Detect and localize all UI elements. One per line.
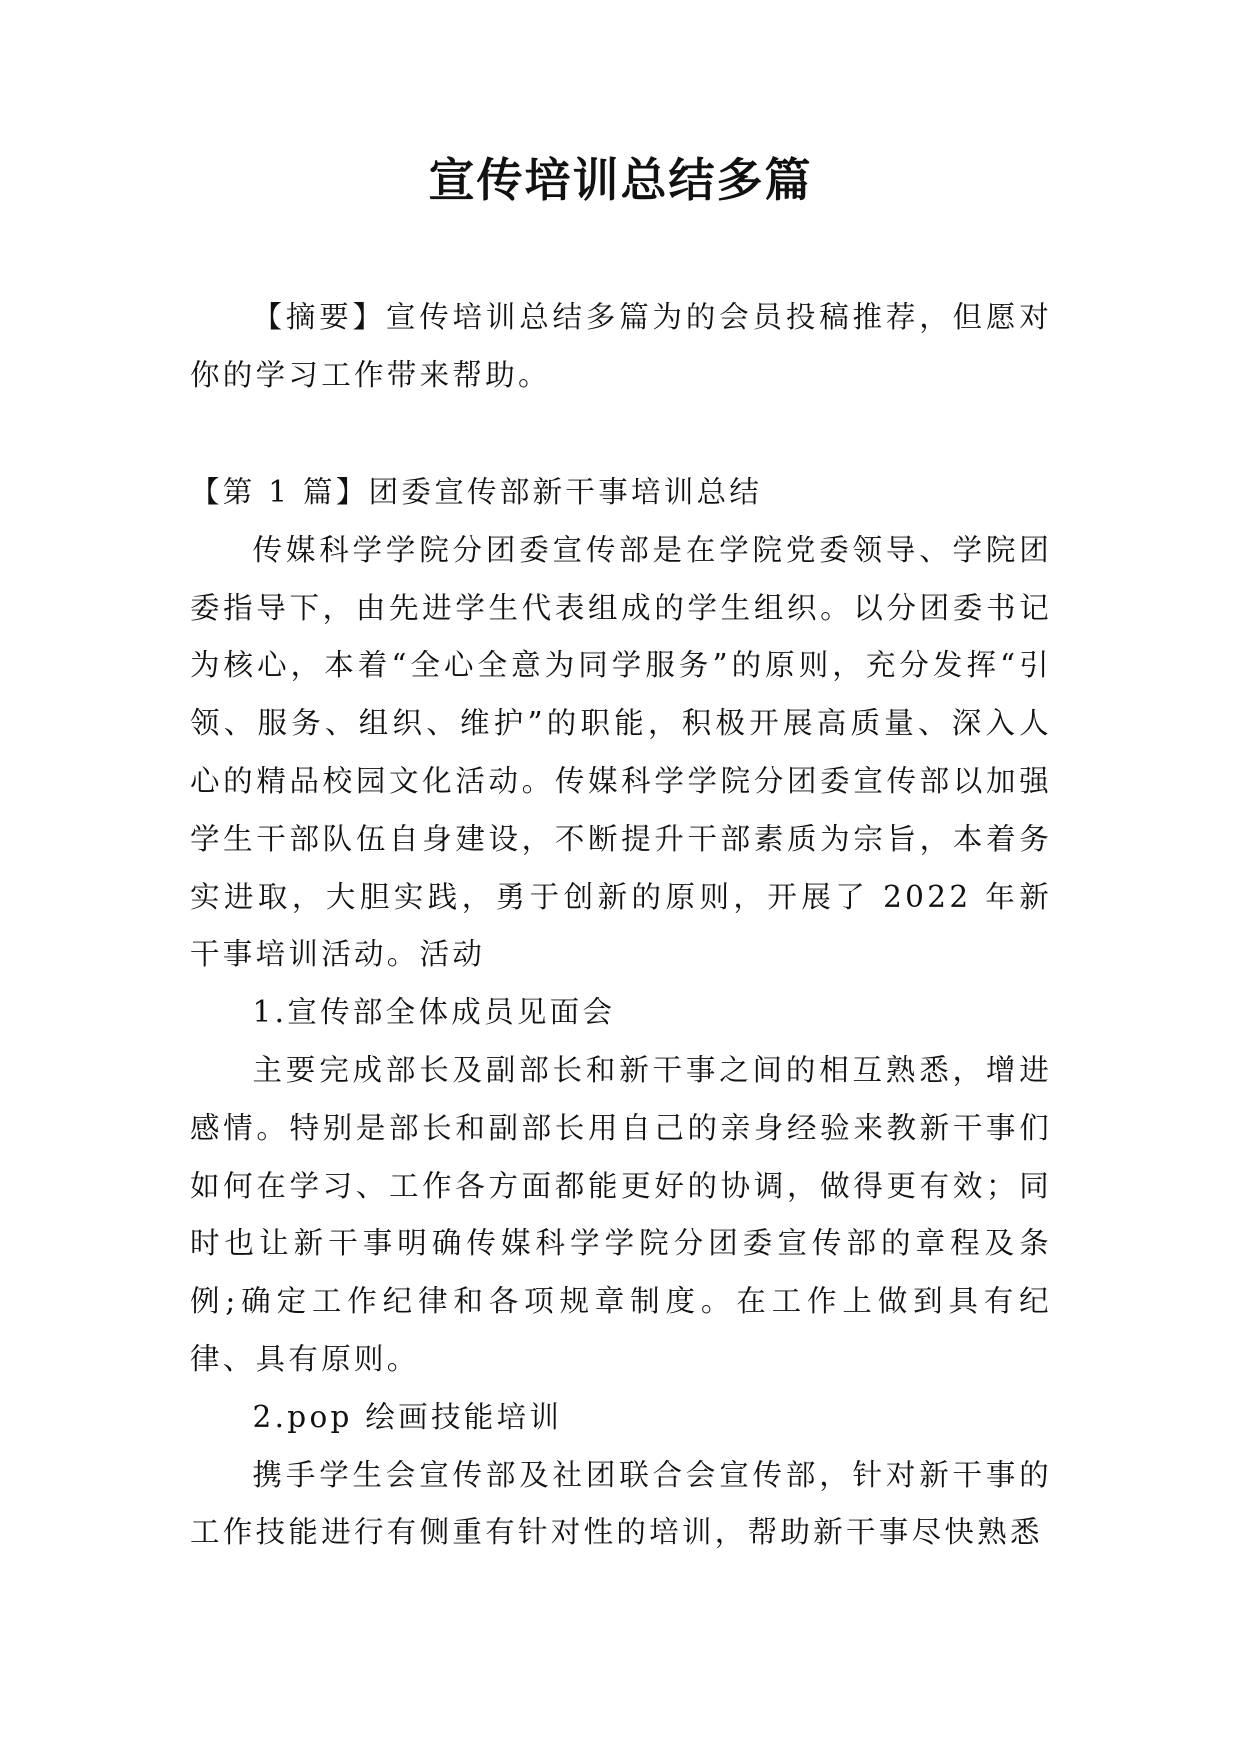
intro-paragraph: 传媒科学学院分团委宣传部是在学院党委领导、学院团委指导下，由先进学生代表组成的学生组织。以分团委书记为核心，本着“全心全意为同学服务”的原则，充分发挥“引领、服务、组织、维护”的职能，积极开展高质量、深入人心的精品校园文化活动。传媒科学学院分团委宣传部以加强学生干部队伍自身建设，不断提升干部素质为宗旨，本着务实进取，大胆实践，勇于创新的原则，开展了 2022 年新干事培训活动。活动: [190, 532, 1052, 972]
document-title: 宣传培训总结多篇: [428, 153, 813, 207]
abstract-paragraph: 【摘要】宣传培训总结多篇为的会员投稿推荐，但愿对你的学习工作带来帮助。: [190, 300, 1052, 392]
section-paragraph: 携手学生会宣传部及社团联合会宣传部，针对新干事的工作技能进行有侧重有针对性的培训，帮助新干事尽快熟悉: [190, 1457, 1052, 1550]
section-heading: 2.pop 绘画技能培训: [252, 1399, 563, 1434]
section-heading: 1.宣传部全体成员见面会: [252, 995, 616, 1030]
abstract-block: [190, 289, 1052, 405]
article-heading: 【第 1 篇】团委宣传部新干事培训总结: [190, 475, 763, 509]
article-body: [190, 464, 1052, 1562]
section-paragraph: 主要完成部长及副部长和新干事之间的相互熟悉，增进感情。特别是部长和副部长用自己的亲身经验来教新干事们如何在学习、工作各方面都能更好的协调，做得更有效；同时也让新干事明确传媒科学学院分团委宣传部的章程及条例;确定工作纪律和各项规章制度。在工作上做到具有纪律、具有原则。: [190, 1052, 1052, 1376]
